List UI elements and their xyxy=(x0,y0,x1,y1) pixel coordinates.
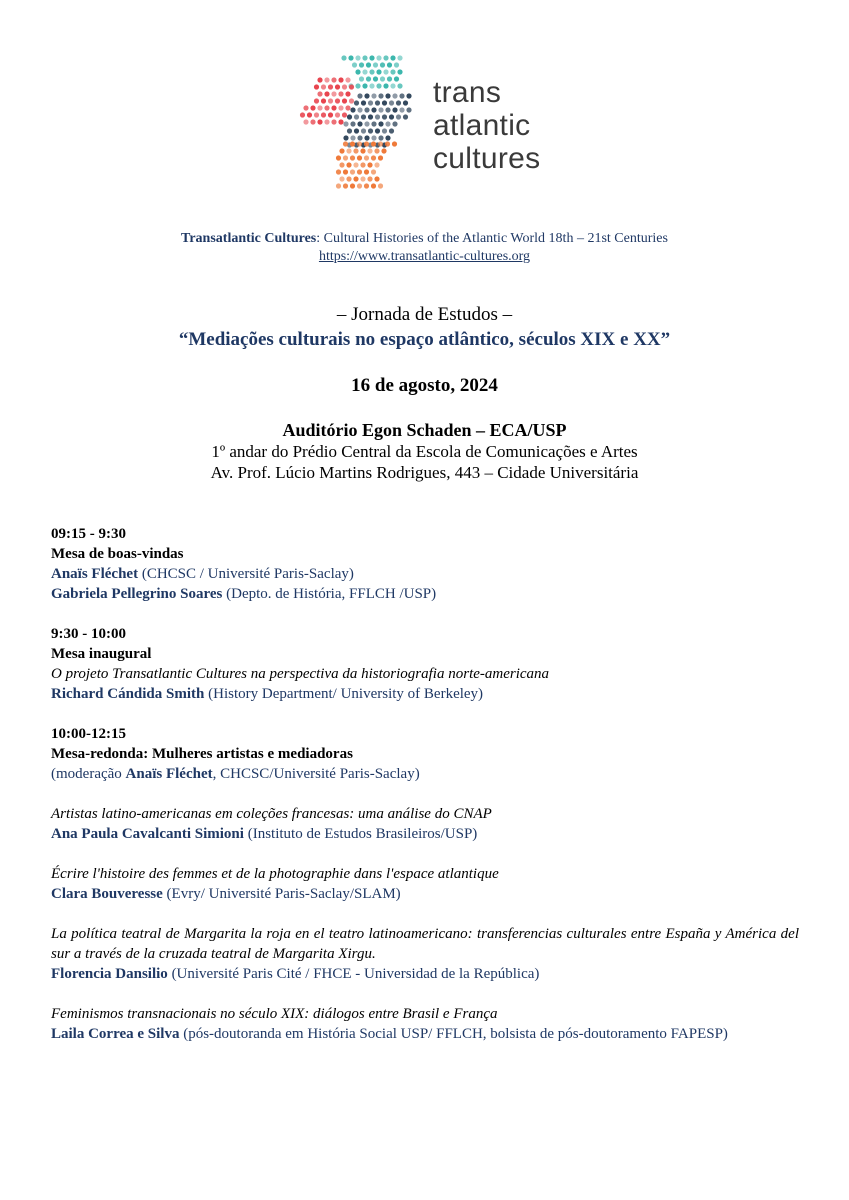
logo-dot xyxy=(346,162,351,167)
logo-dot xyxy=(381,148,386,153)
talk-title: Feminismos transnacionais no século XIX: diálogos entre Brasil e França xyxy=(51,1006,498,1022)
logo-dot xyxy=(307,112,312,117)
logo-line-3: cultures xyxy=(433,142,541,175)
speaker-line xyxy=(51,684,799,704)
logo-dot xyxy=(350,121,355,126)
logo-dot xyxy=(303,105,308,110)
logo-dot xyxy=(364,135,369,140)
session-time: 10:00-12:15 xyxy=(51,726,126,742)
logo-dot xyxy=(331,91,336,96)
logo-dot xyxy=(373,62,378,67)
logo-dot xyxy=(343,155,348,160)
logo-dot xyxy=(385,107,390,112)
logo-dot xyxy=(357,107,362,112)
session-time: 9:30 - 10:00 xyxy=(51,626,126,642)
project-name: Transatlantic Cultures xyxy=(181,231,317,246)
speaker-affiliation: (pós-doutoranda em História Social USP/ FFLCH, bolsista de pós-doutoramento FAPESP) xyxy=(179,1026,728,1042)
logo-dot xyxy=(353,148,358,153)
logo-dot xyxy=(342,84,347,89)
logo-dot xyxy=(373,76,378,81)
logo-dot xyxy=(360,148,365,153)
logo-dot xyxy=(361,114,366,119)
logo-dot xyxy=(364,155,369,160)
speaker-name: Clara Bouveresse xyxy=(51,886,163,902)
logo-dot xyxy=(349,98,354,103)
logo-dot xyxy=(389,128,394,133)
logo-dot xyxy=(343,141,348,146)
logo-dot xyxy=(310,119,315,124)
logo-dot xyxy=(364,169,369,174)
venue-line-2: Av. Prof. Lúcio Martins Rodrigues, 443 – Cidade Universitária xyxy=(210,463,639,482)
logo-dot xyxy=(389,100,394,105)
logo-dot xyxy=(390,83,395,88)
logo-dot xyxy=(375,114,380,119)
talk-item xyxy=(51,924,799,984)
logo-dot xyxy=(328,98,333,103)
logo-dot xyxy=(350,155,355,160)
logo-dot xyxy=(378,135,383,140)
logo-dot xyxy=(354,128,359,133)
logo-dot xyxy=(369,83,374,88)
logo-dot xyxy=(376,83,381,88)
logo-dot xyxy=(382,100,387,105)
logo-dot xyxy=(371,141,376,146)
logo-dot xyxy=(397,69,402,74)
session-title: Mesa-redonda: Mulheres artistas e mediadoras xyxy=(51,746,353,762)
logo-dot xyxy=(371,169,376,174)
talk-title: Écrire l'histoire des femmes et de la photographie dans l'espace atlantique xyxy=(51,866,499,882)
logo-dot xyxy=(349,84,354,89)
speaker-name: Richard Cándida Smith xyxy=(51,686,205,702)
logo-dot xyxy=(376,55,381,60)
logo-dot xyxy=(361,128,366,133)
speaker-name: Gabriela Pellegrino Soares xyxy=(51,586,223,602)
logo-dot xyxy=(338,91,343,96)
logo-dot xyxy=(383,83,388,88)
logo-dot xyxy=(357,169,362,174)
talk-item xyxy=(51,804,799,844)
event-title: “Mediações culturais no espaço atlântico, séculos XIX e XX” xyxy=(178,329,671,350)
logo-dot xyxy=(385,135,390,140)
logo-dot xyxy=(339,148,344,153)
logo-dot xyxy=(390,55,395,60)
logo-dot xyxy=(403,100,408,105)
logo-dot xyxy=(376,69,381,74)
logo-dot xyxy=(364,121,369,126)
logo-dot xyxy=(347,128,352,133)
logo-dot xyxy=(371,107,376,112)
logo-dot xyxy=(394,62,399,67)
logo-dot xyxy=(324,77,329,82)
logo-dot xyxy=(385,93,390,98)
logo-dot xyxy=(310,105,315,110)
logo-dot xyxy=(369,69,374,74)
speaker-name: Laila Correa e Silva xyxy=(51,1026,180,1042)
logo-dot xyxy=(355,55,360,60)
logo-dot xyxy=(357,141,362,146)
session-title: Mesa de boas-vindas xyxy=(51,546,184,562)
logo-dot xyxy=(338,119,343,124)
logo-dot xyxy=(354,100,359,105)
logo-dot xyxy=(362,55,367,60)
logo-dot xyxy=(353,176,358,181)
logo-dot xyxy=(389,114,394,119)
logo-dot xyxy=(364,107,369,112)
logo-dot xyxy=(366,76,371,81)
venue-line-1: 1º andar do Prédio Central da Escola de Comunicações e Artes xyxy=(211,442,638,461)
logo-dot xyxy=(387,76,392,81)
logo-dot xyxy=(364,183,369,188)
moderator-prefix: (moderação xyxy=(51,766,126,782)
logo-dot xyxy=(350,107,355,112)
logo-dot xyxy=(345,105,350,110)
logo-dot xyxy=(362,69,367,74)
logo-dot xyxy=(336,155,341,160)
logo-dot xyxy=(324,91,329,96)
logo-dot xyxy=(403,114,408,119)
logo-dot xyxy=(317,91,322,96)
logo-dot xyxy=(345,77,350,82)
logo-dot xyxy=(303,119,308,124)
logo-dot xyxy=(366,62,371,67)
logo-dot xyxy=(328,84,333,89)
program xyxy=(51,524,799,1064)
logo-dot xyxy=(343,135,348,140)
transatlantic-cultures-logo xyxy=(295,52,565,202)
logo-dot xyxy=(360,162,365,167)
speaker-affiliation: (Université Paris Cité / FHCE - Universidad de la República) xyxy=(167,966,540,982)
project-tagline: : Cultural Histories of the Atlantic World 18th – 21st Centuries xyxy=(316,231,668,246)
logo-dot xyxy=(357,183,362,188)
logo-dot xyxy=(368,114,373,119)
logo-dot xyxy=(397,55,402,60)
logo-dot xyxy=(321,98,326,103)
logo-dot xyxy=(367,148,372,153)
speaker-line xyxy=(51,1024,799,1044)
logo-dot xyxy=(348,55,353,60)
logo-dot xyxy=(392,121,397,126)
logo-dot xyxy=(336,183,341,188)
speaker-affiliation: (CHCSC / Université Paris-Saclay) xyxy=(138,566,354,582)
logo-dot xyxy=(390,69,395,74)
talk-item xyxy=(51,1004,799,1044)
logo-dot xyxy=(357,121,362,126)
logo-dot xyxy=(362,83,367,88)
logo-dot xyxy=(396,114,401,119)
logo-dot xyxy=(357,93,362,98)
logo-dot xyxy=(392,107,397,112)
logo-dot xyxy=(399,93,404,98)
logo-dot xyxy=(383,69,388,74)
speaker-name: Anaïs Fléchet xyxy=(51,566,139,582)
project-subtitle xyxy=(0,230,849,266)
logo-dot xyxy=(359,62,364,67)
logo-dot xyxy=(406,107,411,112)
logo-dot xyxy=(364,141,369,146)
venue-block xyxy=(0,420,849,483)
logo-dot xyxy=(335,112,340,117)
logo-dot xyxy=(374,162,379,167)
speaker-name: Florencia Dansilio xyxy=(51,966,168,982)
logo-dot xyxy=(331,119,336,124)
logo-dot xyxy=(378,155,383,160)
logo-dot xyxy=(406,93,411,98)
talk-title: Artistas latino-americanas em coleções francesas: uma análise do CNAP xyxy=(51,806,492,822)
logo-dot xyxy=(368,100,373,105)
logo-dot xyxy=(346,148,351,153)
session-roundtable xyxy=(51,724,799,784)
moderator-line xyxy=(51,764,799,784)
talk-title: La política teatral de Margarita la roja en el teatro latinoamericano: transferencias culturales entre España y América del sur a través de la cruzada teatral de Margarita Xirgu. xyxy=(51,926,799,962)
logo-dot xyxy=(382,128,387,133)
logo-dot xyxy=(338,105,343,110)
speaker-affiliation: (Depto. de História, FFLCH /USP) xyxy=(222,586,437,602)
logo-dot xyxy=(314,84,319,89)
logo-dot xyxy=(350,141,355,146)
logo-dot xyxy=(314,98,319,103)
logo-dot xyxy=(396,100,401,105)
moderator-affiliation: , CHCSC/Université Paris-Saclay) xyxy=(212,766,420,782)
logo-dot xyxy=(346,176,351,181)
speaker-line xyxy=(51,964,799,984)
logo-dot xyxy=(374,176,379,181)
logo-dot xyxy=(369,55,374,60)
logo-dot xyxy=(328,112,333,117)
logo-dot xyxy=(343,121,348,126)
logo-dot xyxy=(357,155,362,160)
logo-dot xyxy=(331,77,336,82)
logo-dot xyxy=(374,148,379,153)
logo-dot xyxy=(342,112,347,117)
logo-dot xyxy=(399,107,404,112)
logo-dot xyxy=(321,112,326,117)
logo-dot xyxy=(367,176,372,181)
speaker-line xyxy=(51,564,799,584)
logo-dot xyxy=(331,105,336,110)
logo-dot xyxy=(317,105,322,110)
logo-dot xyxy=(345,91,350,96)
logo-dot xyxy=(383,55,388,60)
logo-dot xyxy=(350,135,355,140)
logo-dot xyxy=(321,84,326,89)
logo-dot xyxy=(341,55,346,60)
logo-dot xyxy=(371,183,376,188)
logo-dot xyxy=(378,107,383,112)
logo-dot xyxy=(355,69,360,74)
logo-dot xyxy=(336,169,341,174)
logo-dot xyxy=(385,141,390,146)
logo-dot xyxy=(387,62,392,67)
session-welcome xyxy=(51,524,799,604)
logo-dot xyxy=(368,128,373,133)
speaker-line xyxy=(51,824,799,844)
speaker-line xyxy=(51,884,799,904)
logo-dot xyxy=(367,162,372,167)
logo-wordmark xyxy=(433,76,540,175)
logo-line-2: atlantic xyxy=(433,109,531,142)
logo-dot xyxy=(360,176,365,181)
logo-dot xyxy=(378,183,383,188)
logo-dot xyxy=(354,114,359,119)
speaker-affiliation: (Evry/ Université Paris-Saclay/SLAM) xyxy=(162,886,401,902)
logo-dot xyxy=(361,100,366,105)
logo-dot xyxy=(350,169,355,174)
logo-dot xyxy=(300,112,305,117)
logo-dot xyxy=(380,76,385,81)
logo-dot xyxy=(382,114,387,119)
logo-dot xyxy=(359,76,364,81)
logo-dot xyxy=(364,93,369,98)
venue-name: Auditório Egon Schaden – ECA/USP xyxy=(282,420,567,440)
logo-dot-map-icon xyxy=(295,52,425,202)
talk-item xyxy=(51,864,799,904)
session-title: Mesa inaugural xyxy=(51,646,152,662)
logo-dot xyxy=(371,155,376,160)
logo-dot xyxy=(324,105,329,110)
logo-dot xyxy=(335,98,340,103)
session-inaugural xyxy=(51,624,799,704)
speaker-name: Ana Paula Cavalcanti Simioni xyxy=(51,826,244,842)
logo-dot xyxy=(375,128,380,133)
logo-dot xyxy=(347,114,352,119)
logo-line-1: trans xyxy=(433,76,502,109)
project-url-link[interactable]: https://www.transatlantic-cultures.org xyxy=(318,249,531,264)
logo-dot xyxy=(350,183,355,188)
logo-dot xyxy=(397,83,402,88)
speaker-affiliation: (Instituto de Estudos Brasileiros/USP) xyxy=(243,826,478,842)
logo-dot xyxy=(378,93,383,98)
logo-dot xyxy=(371,135,376,140)
logo-dot xyxy=(343,169,348,174)
moderator-name: Anaïs Fléchet xyxy=(125,766,213,782)
logo-dot xyxy=(385,121,390,126)
logo-dot xyxy=(352,62,357,67)
logo-dot xyxy=(343,183,348,188)
logo-dot xyxy=(338,77,343,82)
logo-dot xyxy=(317,119,322,124)
event-date: 16 de agosto, 2024 xyxy=(351,375,498,396)
logo-dot xyxy=(317,77,322,82)
logo-dot xyxy=(353,162,358,167)
logo-dot xyxy=(371,93,376,98)
logo-dot xyxy=(394,76,399,81)
logo-dot xyxy=(392,93,397,98)
logo-dot xyxy=(342,98,347,103)
speaker-line xyxy=(51,584,799,604)
talk-title: O projeto Transatlantic Cultures na perspectiva da historiografia norte-americana xyxy=(51,666,550,682)
logo-dot xyxy=(357,135,362,140)
logo-dot xyxy=(371,121,376,126)
logo-dot xyxy=(378,121,383,126)
logo-dot xyxy=(324,119,329,124)
logo-dot xyxy=(335,84,340,89)
logo-dot xyxy=(339,162,344,167)
event-kicker: – Jornada de Estudos – xyxy=(336,304,513,325)
logo-dot xyxy=(314,112,319,117)
logo-dot xyxy=(375,100,380,105)
logo-dot xyxy=(380,62,385,67)
logo-dot xyxy=(339,176,344,181)
logo-dot xyxy=(378,141,383,146)
logo-dot xyxy=(355,83,360,88)
session-time: 09:15 - 9:30 xyxy=(51,526,126,542)
speaker-affiliation: (History Department/ University of Berkeley) xyxy=(204,686,484,702)
logo-dot xyxy=(392,141,397,146)
